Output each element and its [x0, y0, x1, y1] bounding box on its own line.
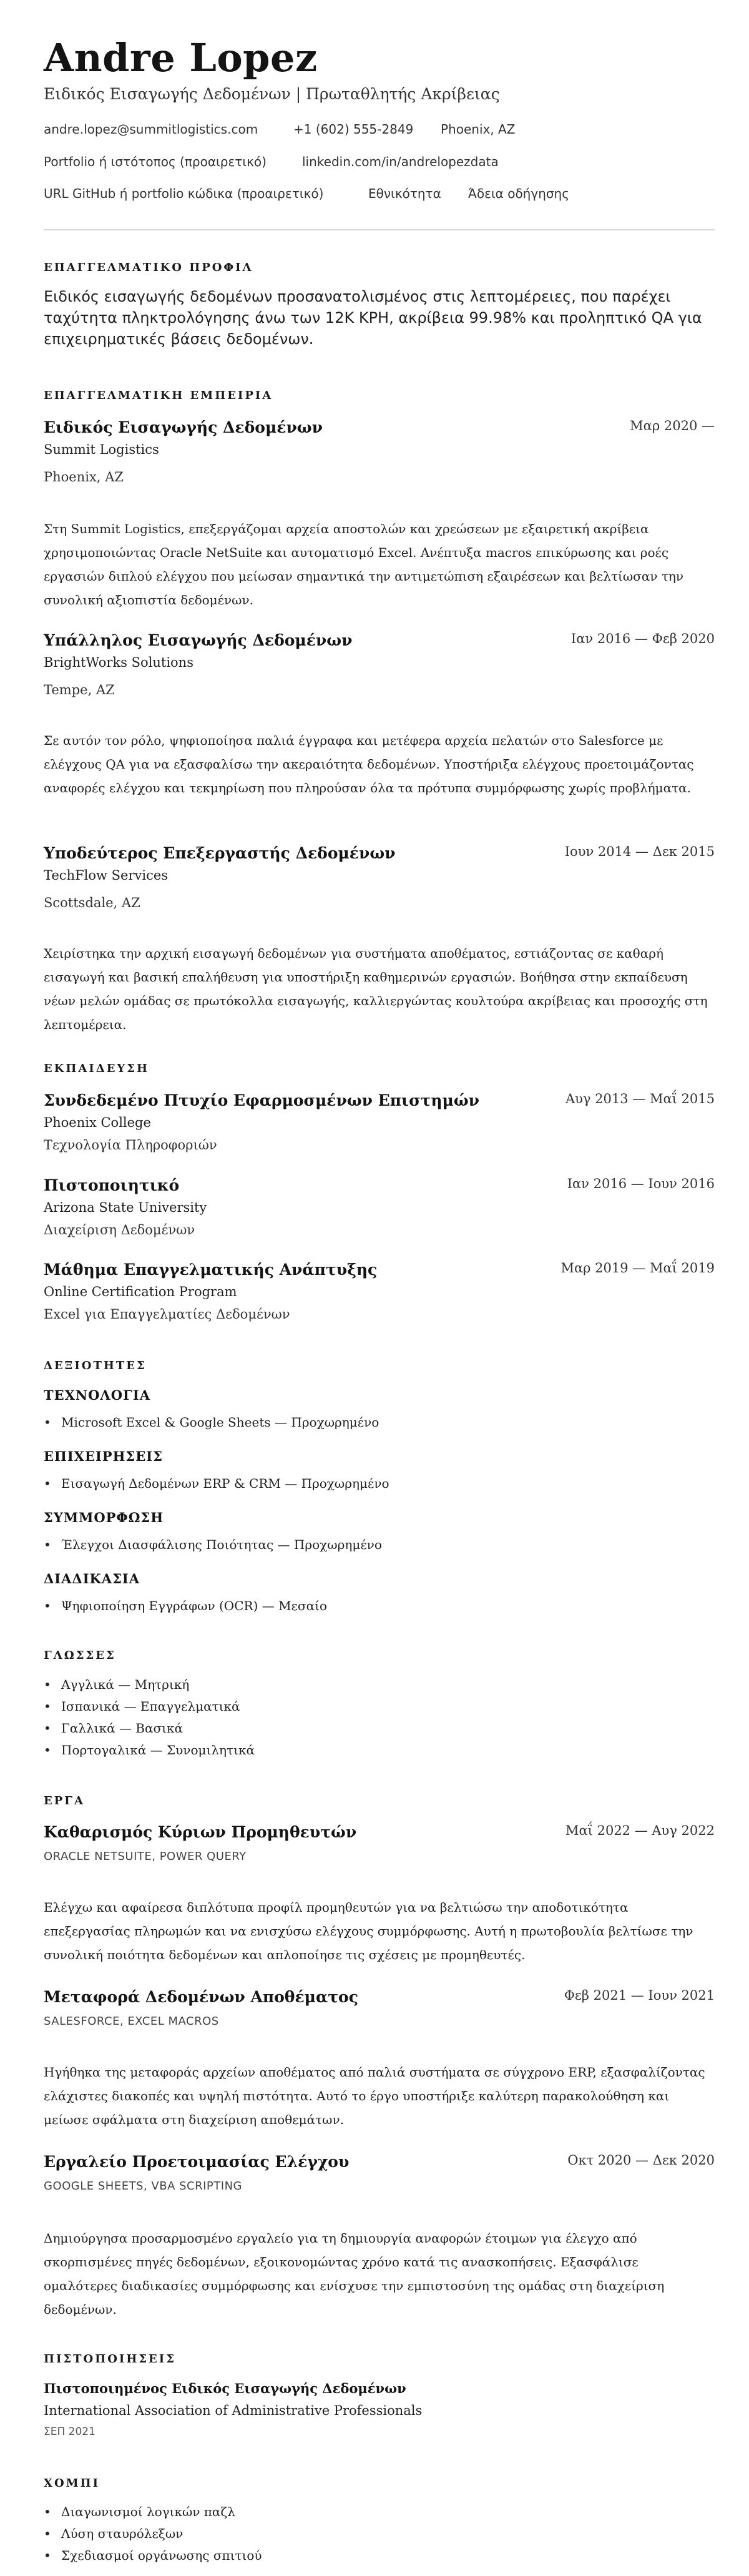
project-description: Ελέγχω και αφαίρεσα διπλότυπα προφίλ προμηθευτών για να βελτιώσω την αποδοτικότητα επεξεργασίας πληρωμών και να ενισχύσω ελέγχους συμμόρφωσης. Αυτή η πρωτοβουλία βελτίωσε την συνολική ποιότητα δεδομένων και απλοποίησε τις σχέσεις με προμηθευτές. [44, 1900, 693, 1962]
hobby-item: • Διαγωνισμοί λογικών παζλ [44, 2504, 235, 2519]
job-description: Χειρίστηκα την αρχική εισαγωγή δεδομένων για συστήματα αποθέματος, εστιάζοντας σε καθαρή εισαγωγή και βασική επαλήθευση για υποστήριξη καθημερινών εργασιών. Βοήθησα στην εκπαίδευση νέων μελών ομάδας σε πρωτόκολλα εισαγωγής, καλλιεργώντας κουλτούρα ακρίβειας και προσοχής στη λεπτομέρεια. [44, 946, 708, 1032]
job-title: Υποδεύτερος Επεξεργαστής Δεδομένων [44, 844, 396, 862]
projects-heading: ΕΡΓΑ [44, 1794, 85, 1807]
education-dates: Αυγ 2013 — Μαΐ 2015 [565, 1091, 715, 1106]
education-degree: Μάθημα Επαγγελματικής Ανάπτυξης [44, 1261, 378, 1279]
skill-group-title: ΔΙΑΔΙΚΑΣΙΑ [44, 1571, 140, 1586]
skill-group-title: ΕΠΙΧΕΙΡΗΣΕΙΣ [44, 1448, 163, 1464]
language-item: • Πορτογαλικά — Συνομιλητικά [44, 1743, 255, 1757]
linkedin-link[interactable]: linkedin.com/in/andrelopezdata [302, 154, 499, 169]
education-school: Arizona State University [44, 1200, 207, 1215]
skill-group-title: ΣΥΜΜΟΡΦΩΣΗ [44, 1510, 164, 1525]
project-title: Μεταφορά Δεδομένων Αποθέματος [44, 1988, 358, 2006]
skill-item: • Ψηφιοποίηση Εγγράφων (OCR) — Μεσαίο [44, 1598, 327, 1613]
language-item: • Γαλλικά — Βασικά [44, 1721, 183, 1736]
project-tech: ORACLE NETSUITE, POWER QUERY [44, 1850, 247, 1863]
skill-item: • Έλεγχοι Διασφάλισης Ποιότητας — Προχωρημένο [44, 1537, 382, 1552]
skill-item: • Εισαγωγή Δεδομένων ERP & CRM — Προχωρημένο [44, 1476, 389, 1491]
languages-heading: ΓΛΩΣΣΕΣ [44, 1649, 116, 1662]
experience-heading: ΕΠΑΓΓΕΛΜΑΤΙΚΗ ΕΜΠΕΙΡΙΑ [44, 389, 273, 402]
education-dates: Μαρ 2019 — Μαΐ 2019 [561, 1261, 715, 1276]
education-school: Online Certification Program [44, 1284, 237, 1299]
job-location: Tempe, AZ [44, 682, 115, 697]
skill-group-title: ΤΕΧΝΟΛΟΓΙΑ [44, 1387, 151, 1403]
project-title: Εργαλείο Προετοιμασίας Ελέγχου [44, 2153, 350, 2171]
education-heading: ΕΚΠΑΙΔΕΥΣΗ [44, 1062, 150, 1075]
candidate-subtitle: Ειδικός Εισαγωγής Δεδομένων | Πρωταθλητής Ακρίβειας [44, 85, 500, 103]
summary-text: Ειδικός εισαγωγής δεδομένων προσανατολισμένος στις λεπτομέρειες, που παρέχει ταχύτητα πληκτρολόγησης άνω των 12K KPH, ακρίβεια 99.98% και προληπτικό QA για επιχειρηματικές βάσεις δεδομένων. [44, 288, 702, 348]
education-dates: Ιαν 2016 — Ιουν 2016 [567, 1176, 715, 1191]
job-title: Ειδικός Εισαγωγής Δεδομένων [44, 418, 323, 436]
job-company: TechFlow Services [44, 868, 169, 883]
phone-number[interactable]: +1 (602) 555-2849 [293, 122, 414, 137]
job-description: Στη Summit Logistics, επεξεργάζομαι αρχεία αποστολών και χρεώσεων με εξαιρετική ακρίβεια χρησιμοποιώντας Oracle NetSuite και αυτοματισμό Excel. Ανέπτυξα macros επικύρωσης και ροές εργασιών διπλού ελέγχου που μείωσαν σημαντικά την αντιμετώπιση εξαιρέσεων και βελτίωσαν την συνολική αξιοπιστία δεδομένων. [44, 521, 684, 607]
license-text: Άδεια οδήγησης [468, 186, 569, 201]
certification-name: Πιστοποιημένος Ειδικός Εισαγωγής Δεδομένων [44, 2381, 406, 2396]
email-link[interactable]: andre.lopez@summitlogistics.com [44, 122, 258, 137]
education-degree: Συνδεδεμένο Πτυχίο Εφαρμοσμένων Επιστημών [44, 1091, 479, 1109]
project-tech: GOOGLE SHEETS, VBA SCRIPTING [44, 2180, 243, 2193]
job-description: Σε αυτόν τον ρόλο, ψηφιοποίησα παλιά έγγραφα και μετέφερα αρχεία πελατών στο Salesforce με ελέγχους QA για να εξασφαλίσω την ακεραιότητα δεδομένων. Υποστήριξα ελέγχους προετοιμάζοντας αναφορές ελέγχου και τεκμηρίωση που πληρούσαν όλα τα πρότυπα συμμόρφωσης χωρίς προβλήματα. [44, 733, 694, 795]
certification-date: ΣΕΠ 2021 [44, 2426, 95, 2438]
hobbies-heading: ΧΟΜΠΙ [44, 2477, 100, 2490]
job-title: Υπάλληλος Εισαγωγής Δεδομένων [44, 631, 353, 649]
portfolio-link[interactable]: Portfolio ή ιστότοπος (προαιρετικό) [44, 154, 267, 169]
education-field: Excel για Επαγγελματίες Δεδομένων [44, 1307, 290, 1322]
job-dates: Μαρ 2020 — [630, 418, 715, 433]
education-field: Τεχνολογία Πληροφοριών [44, 1138, 217, 1153]
github-link[interactable]: URL GitHub ή portfolio κώδικα (προαιρετικό) [44, 186, 324, 201]
job-company: BrightWorks Solutions [44, 655, 193, 670]
project-dates: Φεβ 2021 — Ιουν 2021 [564, 1988, 715, 2003]
project-dates: Οκτ 2020 — Δεκ 2020 [567, 2153, 715, 2168]
project-title: Καθαρισμός Κύριων Προμηθευτών [44, 1823, 357, 1841]
job-location: Scottsdale, AZ [44, 895, 140, 910]
language-item: • Ισπανικά — Επαγγελματικά [44, 1699, 240, 1714]
job-company: Summit Logistics [44, 442, 159, 457]
job-location: Phoenix, AZ [44, 469, 124, 484]
certifications-heading: ΠΙΣΤΟΠΟΙΗΣΕΙΣ [44, 2352, 176, 2366]
education-field: Διαχείριση Δεδομένων [44, 1222, 195, 1237]
project-tech: SALESFORCE, EXCEL MACROS [44, 2015, 219, 2028]
job-dates: Ιαν 2016 — Φεβ 2020 [570, 631, 715, 646]
education-school: Phoenix College [44, 1115, 151, 1130]
project-dates: Μαΐ 2022 — Αυγ 2022 [565, 1823, 715, 1838]
summary-heading: ΕΠΑΓΓΕΛΜΑΤΙΚΟ ΠΡΟΦΙΛ [44, 261, 253, 274]
education-degree: Πιστοποιητικό [44, 1176, 180, 1194]
certification-issuer: International Association of Administrative Professionals [44, 2403, 423, 2418]
job-dates: Ιουν 2014 — Δεκ 2015 [564, 844, 715, 859]
skills-heading: ΔΕΞΙΟΤΗΤΕΣ [44, 1359, 147, 1372]
language-item: • Αγγλικά — Μητρική [44, 1677, 189, 1692]
location-text: Phoenix, AZ [441, 122, 516, 137]
header-divider [44, 229, 715, 230]
candidate-name: Andre Lopez [44, 35, 318, 81]
hobby-item: • Σχεδιασμοί οργάνωσης σπιτιού [44, 2548, 262, 2563]
project-description: Δημιούργησα προσαρμοσμένο εργαλείο για τη δημιουργία αναφορών έτοιμων για έλεγχο από σκορπισμένες πηγές δεδομένων, εξοικονομώντας χρόνο κατά τις ανασκοπήσεις. Εξασφάλισε ομαλότερες διαδικασίες συμμόρφωσης και ενίσχυσε την εμπιστοσύνη της ομάδας στη διαχείριση δεδομένων. [44, 2231, 665, 2317]
hobby-item: • Λύση σταυρόλεξων [44, 2526, 183, 2541]
skill-item: • Microsoft Excel & Google Sheets — Προχωρημένο [44, 1415, 379, 1430]
project-description: Ηγήθηκα της μεταφοράς αρχείων αποθέματος από παλιά συστήματα σε σύγχρονο ERP, εξασφαλίζοντας ελάχιστες διακοπές και υψηλή πιστότητα. Αυτό το έργο υποστήριξε καλύτερη παρακολούθηση και μείωσε σφάλματα στη διαχείριση αποθεμάτων. [44, 2065, 705, 2127]
nationality-text: Εθνικότητα [368, 186, 441, 201]
